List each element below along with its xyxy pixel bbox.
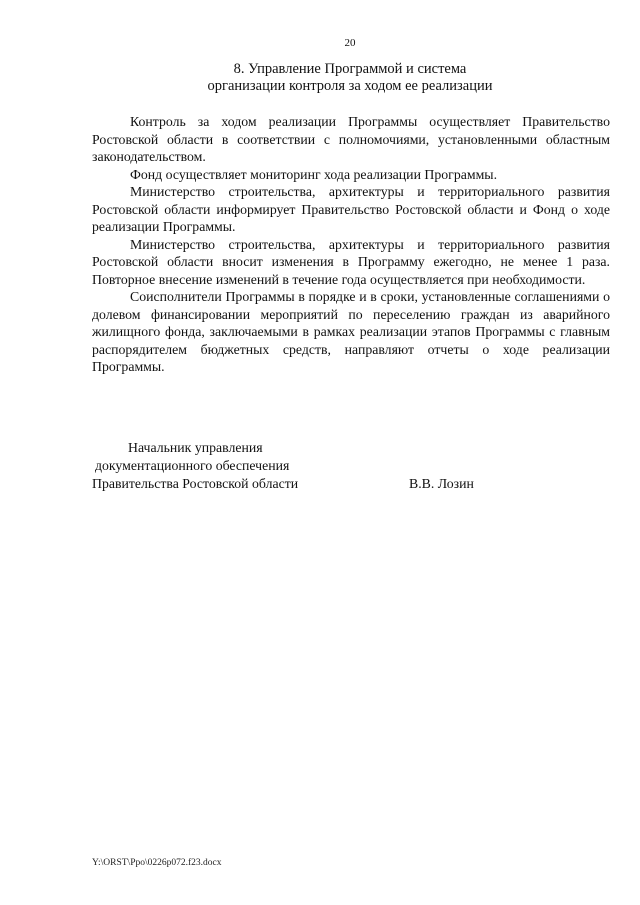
body-text xyxy=(92,113,610,376)
paragraph-ministry-informs: Министерство строительства, архитектуры и территориального развития Ростовской области информирует Правительство Ростовской области и Фонд о ходе реализации Программы. xyxy=(92,184,610,234)
heading-line-2: организации контроля за ходом ее реализации xyxy=(207,78,493,94)
paragraph-coexecutors: Соисполнители Программы в порядке и в сроки, установленные соглашениями о долевом финансировании мероприятий по переселению граждан из аварийного жилищного фонда, заключаемыми в рамках реализации этапов Программы с главным распорядителем бюджетных средств, направляют отчеты о ходе реализации Программы. xyxy=(92,289,610,374)
page-number: 20 xyxy=(344,37,356,49)
footer-file-path: Y:\ORST\Ppo\0226p072.f23.docx xyxy=(92,858,222,868)
signatory-name: В.В. Лозин xyxy=(409,476,474,491)
heading-line-1: 8. Управление Программой и система xyxy=(233,61,467,77)
signature-title-line-3: Правительства Ростовской области xyxy=(92,476,299,491)
signature-title-line-2: документационного обеспечения xyxy=(95,458,290,473)
paragraph-control: Контроль за ходом реализации Программы осуществляет Правительство Ростовской области в соответствии с полномочиями, установленными областным законодательством. xyxy=(92,114,610,164)
paragraph-ministry-changes: Министерство строительства, архитектуры и территориального развития Ростовской области вносит изменения в Программу ежегодно, не менее 1 раза. Повторное внесение изменений в течение года осуществляется при необходимости. xyxy=(92,236,610,287)
section-heading xyxy=(88,61,612,95)
signature-title-line-1: Начальник управления xyxy=(128,440,263,455)
paragraph-monitoring: Фонд осуществляет мониторинг хода реализации Программы. xyxy=(130,166,498,182)
signature-block xyxy=(92,439,612,493)
